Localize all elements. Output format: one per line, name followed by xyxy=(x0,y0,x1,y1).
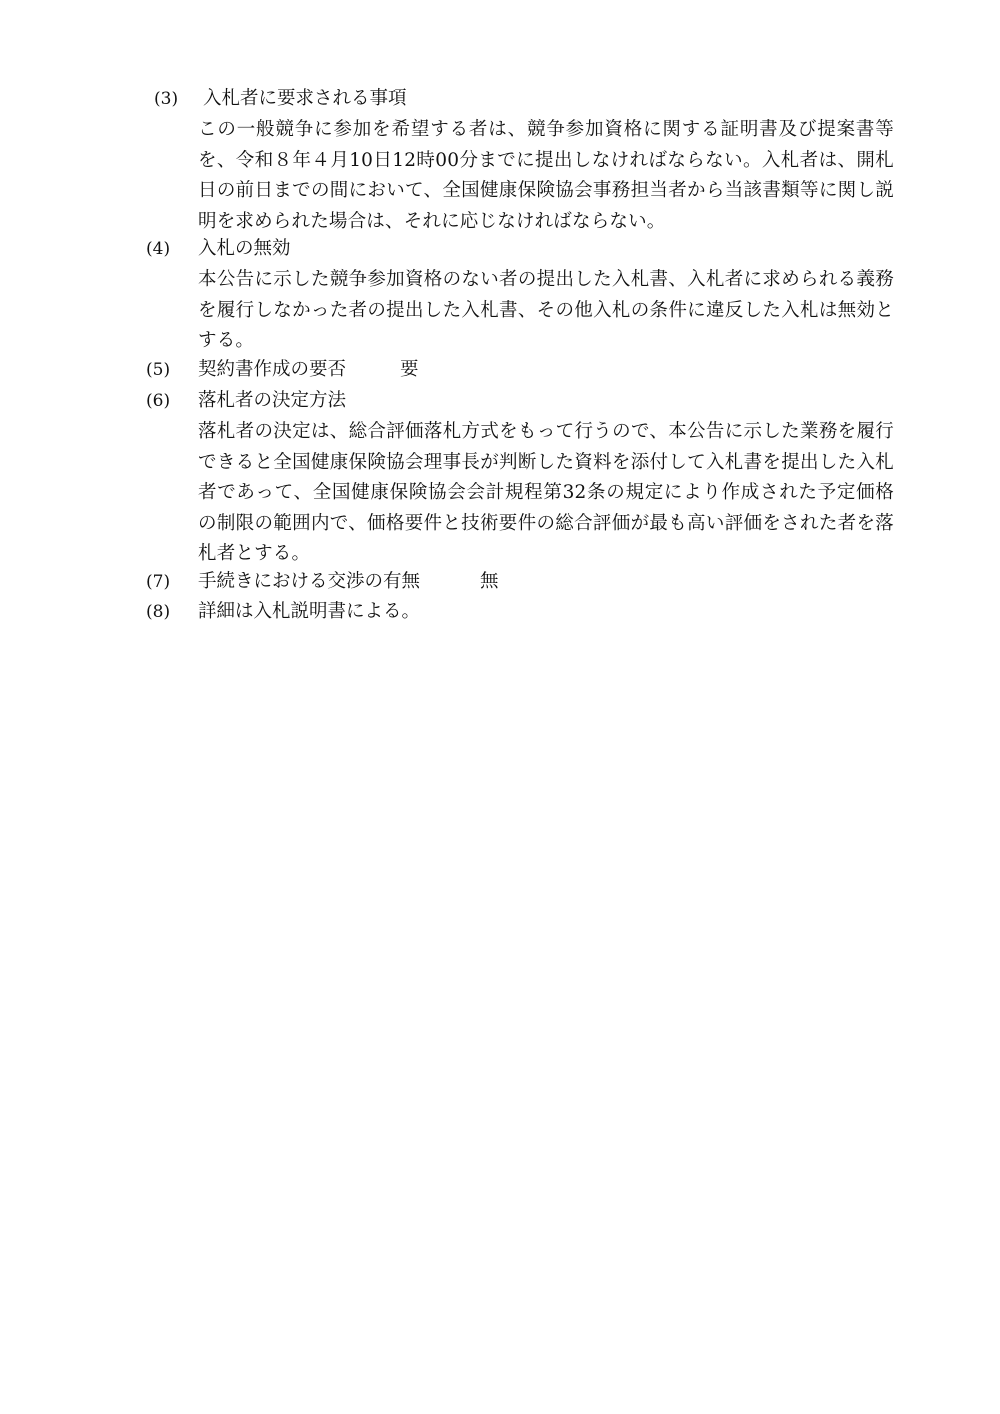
section-body: 落札者の決定は、総合評価落札方式をもって行うので、本公告に示した業務を履行できると全国健康保険協会理事長が判断した資料を添付して入札書を提出した入札者であって、全国健康保険協会会計規程第32条の規定により作成された予定価格の制限の範囲内で、価格要件と技術要件の総合評価が最も高い評価をされた者を落札者とする。 xyxy=(198,421,894,565)
section-heading: 落札者の決定方法 xyxy=(198,390,347,411)
section-number: (4) xyxy=(146,239,171,259)
section-heading: 詳細は入札説明書による。 xyxy=(198,601,421,622)
section-heading: 契約書作成の要否 xyxy=(198,359,347,380)
section-heading: 手続きにおける交渉の有無 xyxy=(198,571,421,592)
section-heading: 入札の無効 xyxy=(198,238,291,259)
section-value: 要 xyxy=(400,359,419,380)
section-number: (3) xyxy=(154,89,179,109)
section-body: 本公告に示した競争参加資格のない者の提出した入札書、入札者に求められる義務を履行しなかった者の提出した入札書、その他入札の条件に違反した入札は無効とする。 xyxy=(198,269,894,352)
section-number: (8) xyxy=(146,602,171,622)
section-value: 無 xyxy=(480,571,499,592)
section-body: この一般競争に参加を希望する者は、競争参加資格に関する証明書及び提案書等を、令和８年４月10日12時00分までに提出しなければならない。入札者は、開札日の前日までの間において、全国健康保険協会事務担当者から当該書類等に関し説明を求められた場合は、それに応じなければならない。 xyxy=(198,119,894,232)
section-number: (7) xyxy=(146,572,171,592)
section-number: (5) xyxy=(146,360,171,380)
section-number: (6) xyxy=(146,391,171,411)
section-heading: 入札者に要求される事項 xyxy=(203,88,407,109)
